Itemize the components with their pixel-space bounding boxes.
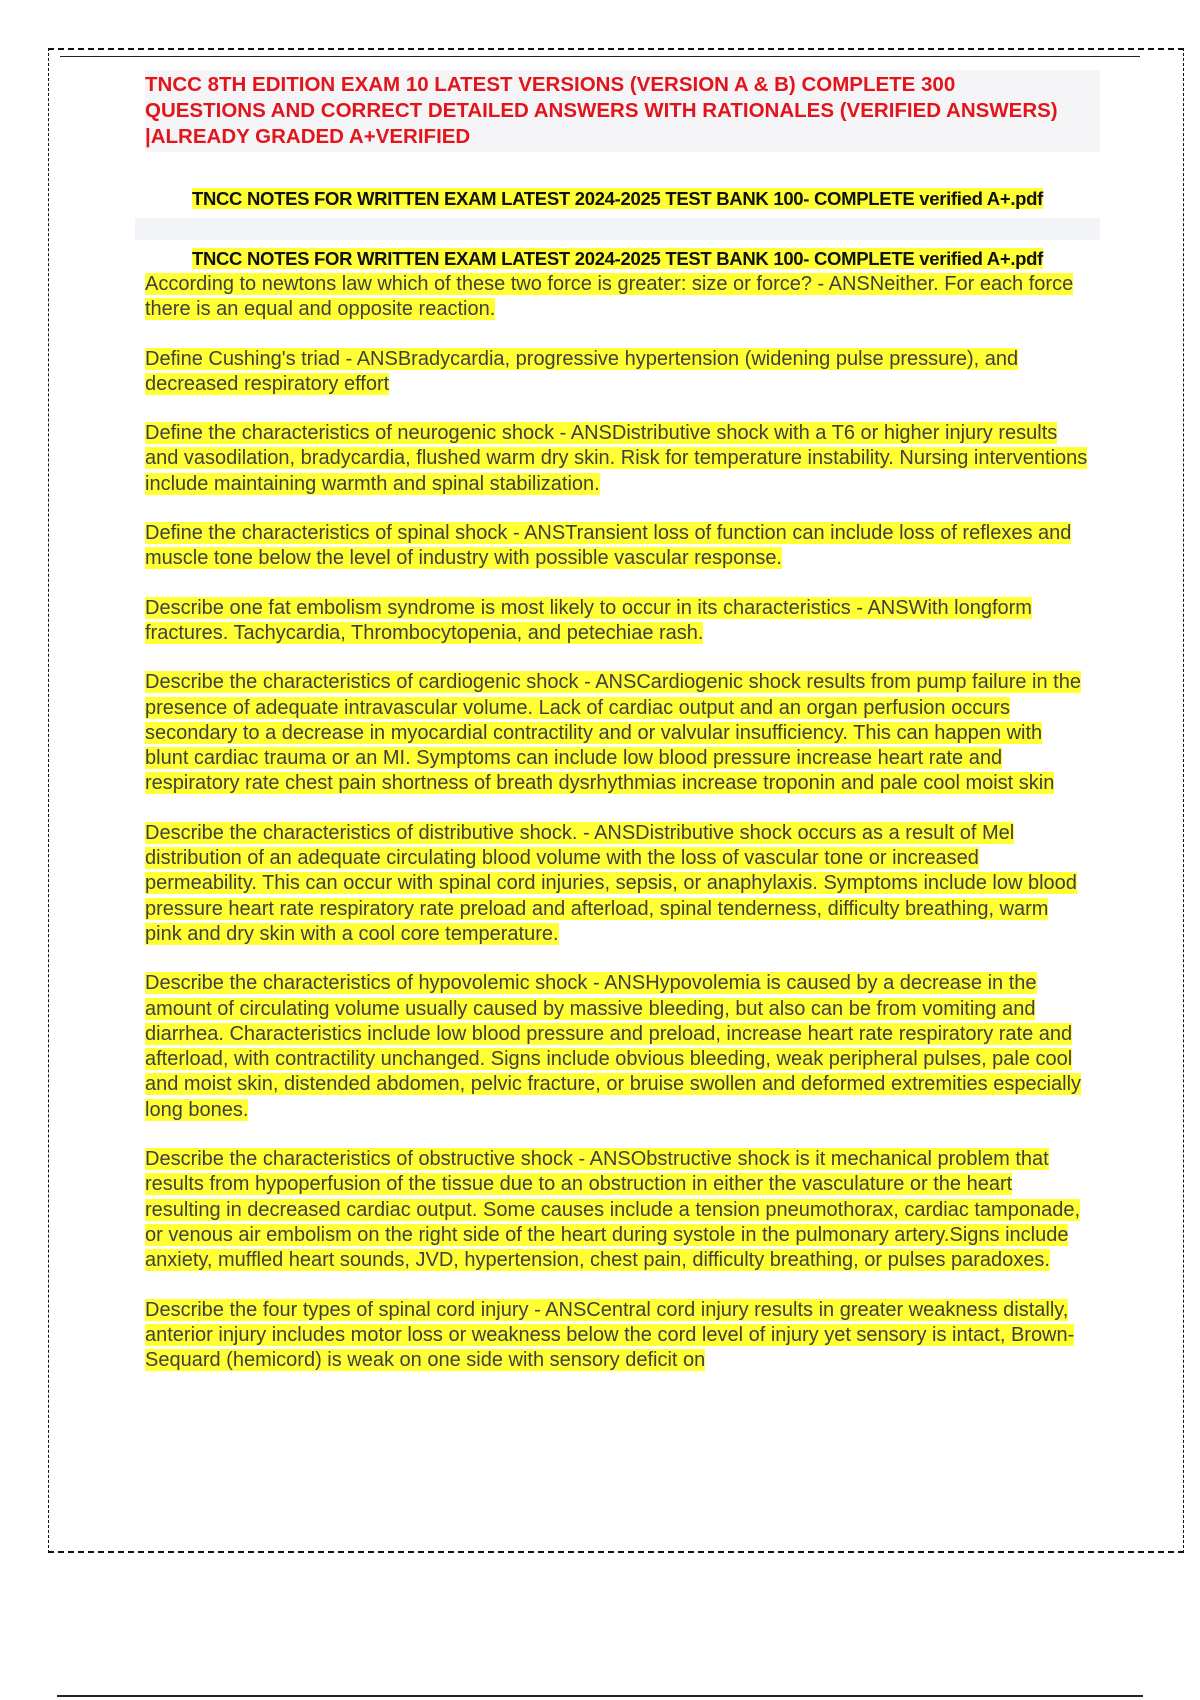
note-line-1-text: TNCC NOTES FOR WRITTEN EXAM LATEST 2024-2025 TEST BANK 100- COMPLETE verified A+.pdf	[191, 188, 1044, 209]
qa-item	[145, 521, 1090, 572]
note-line-2-text: TNCC NOTES FOR WRITTEN EXAM LATEST 2024-2025 TEST BANK 100- COMPLETE verified A+.pdf	[191, 248, 1044, 269]
qa-item-text: Define the characteristics of neurogenic shock - ANSDistributive shock with a T6 or higher injury results and vasodilation, bradycardia, flushed warm dry skin. Risk for temperature instability. Nursing interventions include maintaining warmth and spinal stabilization.	[145, 422, 1088, 495]
qa-item	[145, 596, 1090, 647]
qa-item	[145, 1147, 1090, 1273]
qa-item-text: Define the characteristics of spinal shock - ANSTransient loss of function can include loss of reflexes and muscle tone below the level of industry with possible vascular response.	[145, 522, 1072, 570]
document-body	[145, 70, 1090, 1397]
qa-item	[145, 821, 1090, 947]
qa-list	[145, 272, 1090, 1373]
title-block	[145, 70, 1100, 152]
qa-item	[145, 1298, 1090, 1374]
qa-item-text: Describe the four types of spinal cord injury - ANSCentral cord injury results in greater weakness distally, anterior injury includes motor loss or weakness below the cord level of injury yet sensory is intact, Brown-Sequard (hemicord) is weak on one side with sensory deficit on	[145, 1298, 1075, 1372]
qa-item	[145, 347, 1090, 398]
qa-item-text: Define Cushing's triad - ANSBradycardia, progressive hypertension (widening pulse pressure), and decreased respiratory effort	[145, 347, 1019, 395]
note-spacer	[135, 218, 1100, 240]
note-line-1	[145, 186, 1090, 212]
qa-item-text: Describe the characteristics of obstructive shock - ANSObstructive shock is it mechanical problem that results from hypoperfusion of the tissue due to an obstruction in either the vasculature or the heart resulting in decreased cardiac output. Some causes include a tension pneumothorax, cardiac tamponade, or venous air embolism on the right side of the heart during systole in the pulmonary artery.Signs include anxiety, muffled heart sounds, JVD, hypertension, chest pain, difficulty breathing, or pulses paradoxes.	[145, 1148, 1081, 1272]
note-line-2	[145, 246, 1090, 272]
qa-item-text: Describe the characteristics of distributive shock. - ANSDistributive shock occurs as a result of Mel distribution of an adequate circulating blood volume with the loss of vascular tone or increased permeability. This can occur with spinal cord injuries, sepsis, or anaphylaxis. Symptoms include low blood pressure heart rate respiratory rate preload and afterload, spinal tenderness, difficulty breathing, warm pink and dry skin with a cool core temperature.	[145, 821, 1077, 945]
qa-item-text: Describe the characteristics of hypovolemic shock - ANSHypovolemia is caused by a decrease in the amount of circulating volume usually caused by massive bleeding, but also can be from vomiting and diarrhea. Characteristics include low blood pressure and preload, increase heart rate respiratory rate and afterload, with contractility unchanged. Signs include obvious bleeding, weak peripheral pulses, pale cool and moist skin, distended abdomen, pelvic fracture, or bruise swollen and deformed extremities especially long bones.	[145, 972, 1082, 1121]
qa-item	[145, 971, 1090, 1123]
header-rule	[60, 56, 1140, 57]
qa-item-text: According to newtons law which of these two force is greater: size or force? - ANSNeither. For each force there is an equal and opposite reaction.	[145, 273, 1074, 321]
qa-item-text: Describe one fat embolism syndrome is most likely to occur in its characteristics - ANSWith longform fractures. Tachycardia, Thrombocytopenia, and petechiae rash.	[145, 596, 1032, 644]
qa-item-text: Describe the characteristics of cardiogenic shock - ANSCardiogenic shock results from pump failure in the presence of adequate intravascular volume. Lack of cardiac output and an organ perfusion occurs secondary to a decrease in myocardial contractility and or valvular insufficiency. This can happen with blunt cardiac trauma or an MI. Symptoms can include low blood pressure increase heart rate and respiratory rate chest pain shortness of breath dysrhythmias increase troponin and pale cool moist skin	[145, 671, 1081, 795]
qa-item	[145, 272, 1090, 323]
qa-item	[145, 670, 1090, 796]
qa-item	[145, 421, 1090, 497]
footer-rule	[57, 1695, 1143, 1697]
document-title: TNCC 8TH EDITION EXAM 10 LATEST VERSIONS (VERSION A & B) COMPLETE 300 QUESTIONS AND CORRECT DETAILED ANSWERS WITH RATIONALES (VERIFIED ANSWERS) |ALREADY GRADED A+VERIFIED	[145, 73, 1058, 148]
